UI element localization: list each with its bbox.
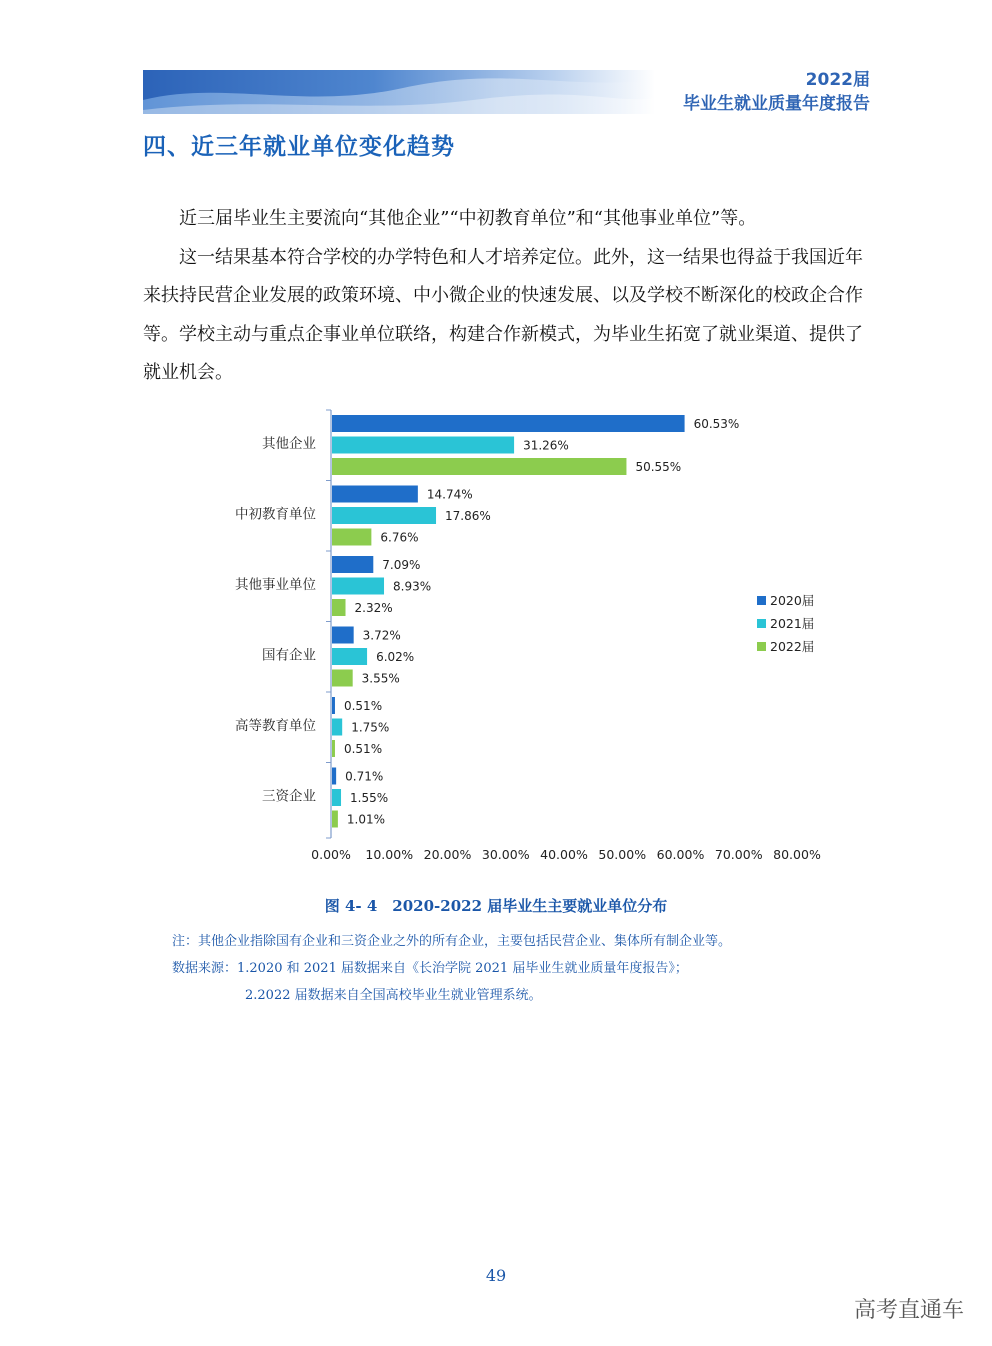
legend-label: 2020届 [770, 593, 815, 608]
data-label: 8.93% [393, 579, 432, 594]
x-tick-label: 40.00% [540, 847, 588, 862]
note-line-1: 注：其他企业指除国有企业和三资企业之外的所有企业，主要包括民营企业、集体所有制企业等。 [172, 934, 732, 949]
bar-2022届 [332, 529, 371, 546]
legend-swatch [757, 596, 766, 605]
data-label: 0.51% [343, 742, 383, 756]
body-text [143, 200, 863, 393]
data-label: 1.01% [346, 812, 386, 827]
header-banner [143, 70, 655, 114]
x-tick-label: 80.00% [773, 847, 821, 862]
bar-2020届 [332, 697, 335, 714]
data-label: 17.86% [445, 509, 491, 523]
bar-2021届 [332, 789, 341, 806]
bar-2022届 [332, 458, 626, 475]
category-label: 其他企业 [262, 436, 316, 452]
x-tick-label: 50.00% [598, 847, 647, 862]
watermark: 高考直通车 [853, 1298, 964, 1323]
x-tick-label: 70.00% [714, 847, 763, 862]
bar-2021届 [332, 648, 367, 665]
bar-2020届 [332, 486, 418, 503]
x-tick-label: 20.00% [423, 847, 472, 862]
category-label: 高等教育单位 [235, 718, 316, 734]
header-title [683, 68, 870, 116]
bar-chart [0, 400, 992, 880]
paragraph-1: 近三届毕业生主要流向“其他企业”“中初教育单位”和“其他事业单位”等。 [179, 208, 757, 229]
bar-2022届 [332, 670, 353, 687]
legend-swatch [757, 642, 766, 651]
header-report-title: 毕业生就业质量年度报告 [683, 94, 870, 114]
bar-2021届 [332, 507, 436, 524]
data-label: 0.51% [343, 699, 383, 713]
data-label: 6.76% [380, 530, 419, 545]
bar-2022届 [332, 599, 346, 616]
data-label: 31.26% [523, 438, 569, 453]
x-tick-label: 30.00% [481, 847, 530, 862]
paragraph-2: 这一结果基本符合学校的办学特色和人才培养定位。此外，这一结果也得益于我国近年来扶持民营企业发展的政策环境、中小微企业的快速发展、以及学校不断深化的校政企合作等。学校主动与重点企事业单位联络，构建合作新模式，为毕业生拓宽了就业渠道、提供了就业机会。 [143, 246, 863, 383]
bar-2022届 [332, 811, 338, 828]
data-label: 1.75% [351, 720, 390, 735]
category-label: 其他事业单位 [235, 577, 316, 593]
x-tick-label: 10.00% [365, 847, 414, 862]
bar-2021届 [332, 578, 384, 595]
data-label: 14.74% [426, 487, 473, 502]
note-line-2: 数据来源：1.2020 和 2021 届数据来自《长治学院 2021 届毕业生就业质量年度报告》； [172, 961, 688, 976]
bar-2022届 [332, 740, 335, 757]
chart-container [0, 400, 992, 880]
section-title: 四、近三年就业单位变化趋势 [143, 134, 455, 160]
category-label: 国有企业 [262, 647, 316, 664]
legend-label: 2021届 [770, 616, 815, 631]
page-number: 49 [485, 1266, 507, 1285]
data-label: 60.53% [693, 417, 740, 431]
x-tick-label: 60.00% [656, 847, 705, 862]
category-label: 三资企业 [262, 788, 316, 805]
data-label: 50.55% [635, 460, 682, 474]
bar-2020届 [332, 768, 336, 785]
figure-caption: 图 4- 4 2020-2022 届毕业生主要就业单位分布 [324, 897, 668, 915]
data-label: 3.55% [361, 671, 400, 686]
data-label: 6.02% [376, 650, 415, 664]
data-label: 1.55% [350, 791, 389, 805]
data-label: 0.71% [345, 769, 384, 784]
category-label: 中初教育单位 [235, 506, 316, 523]
header-year: 2022届 [805, 70, 870, 90]
data-label: 7.09% [382, 558, 421, 572]
data-label: 2.32% [354, 601, 393, 615]
bar-2021届 [332, 437, 514, 454]
data-label: 3.72% [362, 628, 401, 643]
bar-2020届 [332, 415, 685, 432]
legend-label: 2022届 [770, 639, 815, 654]
x-tick-label: 0.00% [311, 847, 351, 862]
bar-2020届 [332, 556, 373, 573]
bar-2020届 [332, 627, 354, 644]
legend-swatch [757, 619, 766, 628]
bar-2021届 [332, 719, 342, 736]
note-line-3: 2.2022 届数据来自全国高校毕业生就业管理系统。 [245, 988, 542, 1003]
